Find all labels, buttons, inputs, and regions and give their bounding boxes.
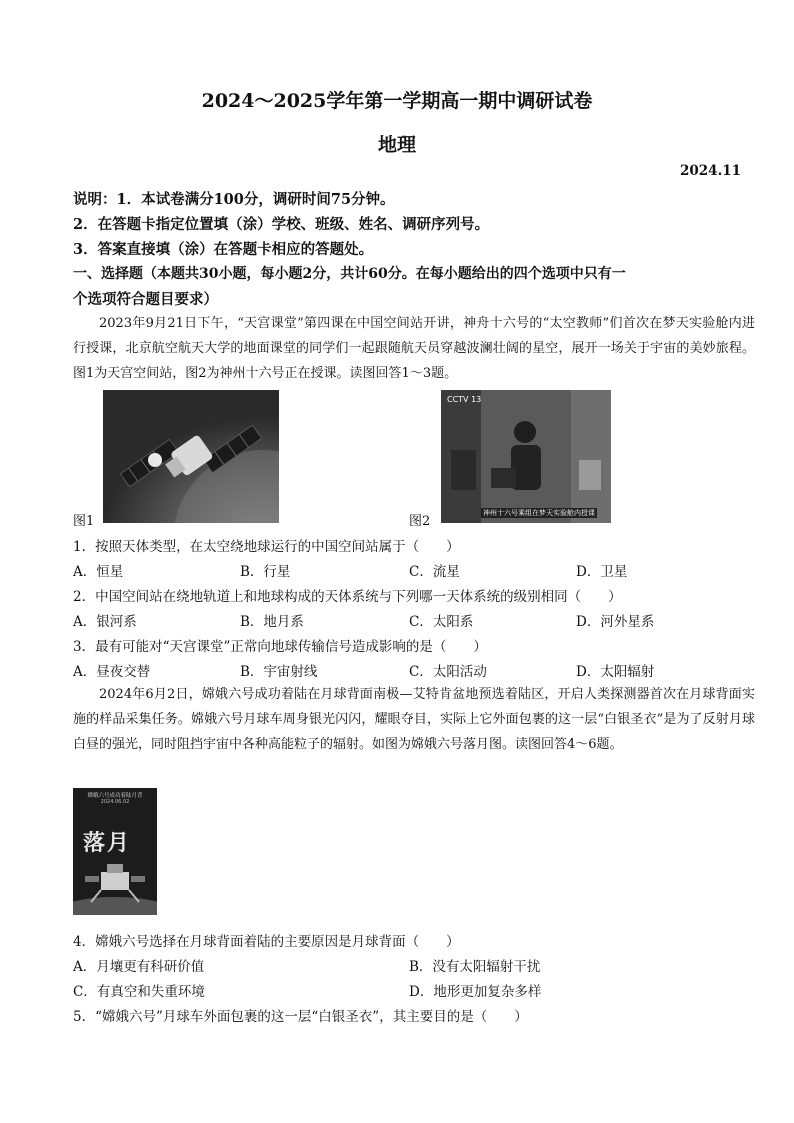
instruction-1: 说明：1．本试卷满分100分，调研时间75分钟。 [73, 191, 395, 208]
q2-option-a[interactable]: A．银河系 [73, 614, 137, 630]
space-lecture-illustration [441, 390, 611, 523]
figure-1-space-station [103, 390, 279, 523]
figure-2-label: 图2 [409, 514, 431, 529]
question-1: 1．按照天体类型，在太空绕地球运行的中国空间站属于（ ） [73, 539, 460, 555]
question-3: 3．最有可能对“天宫课堂”正常向地球传输信号造成影响的是（ ） [73, 639, 487, 655]
q4-option-c[interactable]: C．有真空和失重环境 [73, 984, 205, 1000]
q3-option-b[interactable]: B．宇宙射线 [240, 664, 318, 680]
poster-header: 嫦娥六号成功着陆月背 [87, 793, 143, 799]
section-heading-line1: 一、选择题（本题共30小题，每小题2分，共计60分。在每小题给出的四个选项中只有一 [73, 266, 626, 282]
poster-title: 落月 [83, 830, 132, 856]
q2-option-d[interactable]: D．河外星系 [576, 614, 655, 630]
section-heading-line2: 个选项符合题目要求） [73, 291, 218, 308]
cctv-logo: CCTV 13 [447, 395, 482, 404]
q2-option-c[interactable]: C．太阳系 [409, 614, 474, 630]
instruction-3: 3．答案直接填（涂）在答题卡相应的答题处。 [73, 241, 374, 258]
exam-date: 2024.11 [680, 163, 742, 179]
subject-title: 地理 [377, 134, 416, 156]
passage-2: 2024年6月2日，嫦娥六号成功着陆在月球背面南极—艾特肯盆地预选着陆区，开启人类探测器首次在月球背面实施的样品采集任务。嫦娥六号月球车周身银光闪闪，耀眼夺目，实际上它外面包裹的这一层“白银圣衣”是为了反射月球白昼的强光，同时阻挡宇宙中各种高能粒子的辐射。如图为嫦娥六号落月图。读图回答4～6题。 [73, 687, 755, 752]
poster-date: 2024.06.02 [100, 799, 130, 805]
question-2: 2．中国空间站在绕地轨道上和地球构成的天体系统与下列哪一天体系统的级别相同（ ） [73, 589, 622, 605]
q1-option-c[interactable]: C．流星 [409, 564, 460, 580]
figure-3-lunar-landing [73, 788, 157, 915]
q3-option-d[interactable]: D．太阳辐射 [576, 664, 655, 680]
video-caption: 神州十六号乘组在梦天实验舱内授课 [483, 509, 595, 517]
figure-1-label: 图1 [73, 514, 95, 529]
q1-option-d[interactable]: D．卫星 [576, 564, 628, 580]
space-station-illustration [103, 390, 279, 523]
question-4: 4．嫦娥六号选择在月球背面着陆的主要原因是月球背面（ ） [73, 934, 460, 950]
passage-1: 2023年9月21日下午，“天宫课堂”第四课在中国空间站开讲，神舟十六号的“太空教师”们首次在梦天实验舱内进行授课，北京航空航天大学的地面课堂的同学们一起跟随航天员穿越波澜壮阔的星空，展开一场关于宇宙的美妙旅程。图1为天宫空间站，图2为神州十六号正在授课。读图回答1～3题。 [73, 316, 755, 381]
q3-option-a[interactable]: A．昼夜交替 [73, 664, 151, 680]
lander-illustration [73, 788, 157, 915]
q2-option-b[interactable]: B．地月系 [240, 614, 304, 630]
exam-title: 2024～2025学年第一学期高一期中调研试卷 [201, 90, 593, 112]
q1-option-a[interactable]: A．恒星 [73, 564, 124, 580]
q3-option-c[interactable]: C．太阳活动 [409, 664, 487, 680]
q4-option-d[interactable]: D．地形更加复杂多样 [409, 984, 542, 1000]
instruction-2: 2．在答题卡指定位置填（涂）学校、班级、姓名、调研序列号。 [73, 216, 490, 233]
q4-option-a[interactable]: A．月壤更有科研价值 [73, 959, 205, 975]
figure-2-space-lecture [441, 390, 611, 523]
question-5: 5．“嫦娥六号”月球车外面包裹的这一层“白银圣衣”，其主要目的是（ ） [73, 1009, 528, 1025]
q4-option-b[interactable]: B．没有太阳辐射干扰 [409, 959, 541, 975]
q1-option-b[interactable]: B．行星 [240, 564, 291, 580]
